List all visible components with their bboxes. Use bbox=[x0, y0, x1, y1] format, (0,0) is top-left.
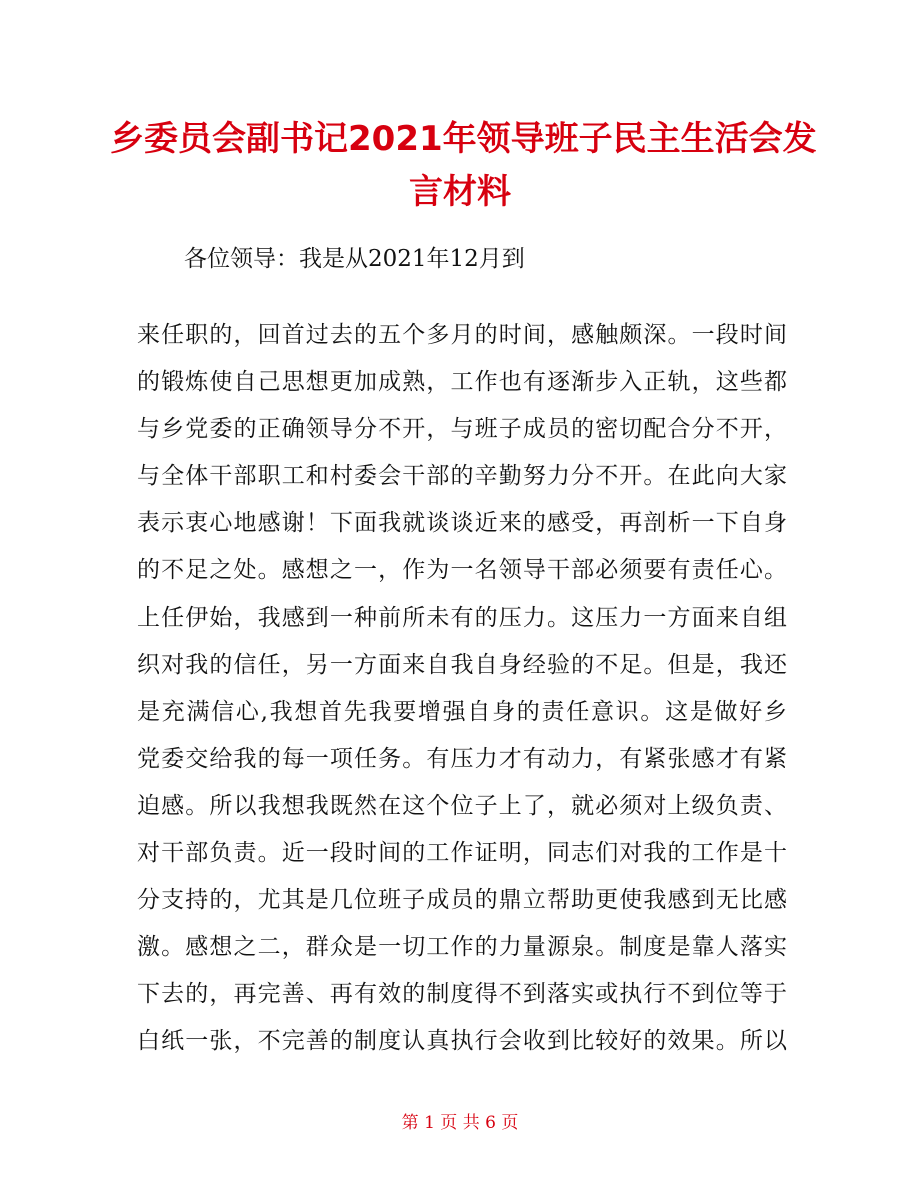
body-line-6: 表示衷心地感谢！下面我就谈谈近来的感受，再剖析一下自身 bbox=[137, 510, 787, 536]
page-number-footer: 第 1 页 共 6 页 bbox=[401, 1113, 519, 1133]
body-line-2: 来任职的，回首过去的五个多月的时间，感触颇深。一段时间 bbox=[137, 322, 787, 348]
body-line-5: 与全体干部职工和村委会干部的辛勤努力分不开。在此向大家 bbox=[137, 463, 787, 489]
body-line-10: 是充满信心,我想首先我要增强自身的责任意识。这是做好乡 bbox=[137, 699, 787, 725]
body-line-4: 与乡党委的正确领导分不开，与班子成员的密切配合分不开， bbox=[137, 416, 787, 442]
body-line-3: 的锻炼使自己思想更加成熟，工作也有逐渐步入正轨，这些都 bbox=[137, 369, 787, 395]
body-line-15: 激。感想之二，群众是一切工作的力量源泉。制度是靠人落实 bbox=[137, 934, 787, 960]
body-line-17: 白纸一张，不完善的制度认真执行会收到比较好的效果。所以 bbox=[137, 1028, 787, 1054]
body-line-9: 织对我的信任，另一方面来自我自身经验的不足。但是，我还 bbox=[137, 652, 787, 678]
body-line-11: 党委交给我的每一项任务。有压力才有动力，有紧张感才有紧 bbox=[137, 746, 787, 772]
document-title-line-1: 乡委员会副书记2021年领导班子民主生活会发 bbox=[110, 119, 817, 159]
document-title-line-2: 言材料 bbox=[409, 172, 511, 212]
body-line-16: 下去的，再完善、再有效的制度得不到落实或执行不到位等于 bbox=[137, 981, 787, 1007]
body-line-1: 各位领导：我是从2021年12月到 bbox=[184, 246, 525, 272]
body-line-14: 分支持的，尤其是几位班子成员的鼎立帮助更使我感到无比感 bbox=[137, 887, 787, 913]
body-line-13: 对干部负责。近一段时间的工作证明，同志们对我的工作是十 bbox=[137, 840, 787, 866]
body-line-8: 上任伊始，我感到一种前所未有的压力。这压力一方面来自组 bbox=[137, 605, 787, 631]
body-line-7: 的不足之处。感想之一，作为一名领导干部必须要有责任心。 bbox=[137, 557, 787, 583]
body-line-12: 迫感。所以我想我既然在这个位子上了，就必须对上级负责、 bbox=[137, 793, 787, 819]
